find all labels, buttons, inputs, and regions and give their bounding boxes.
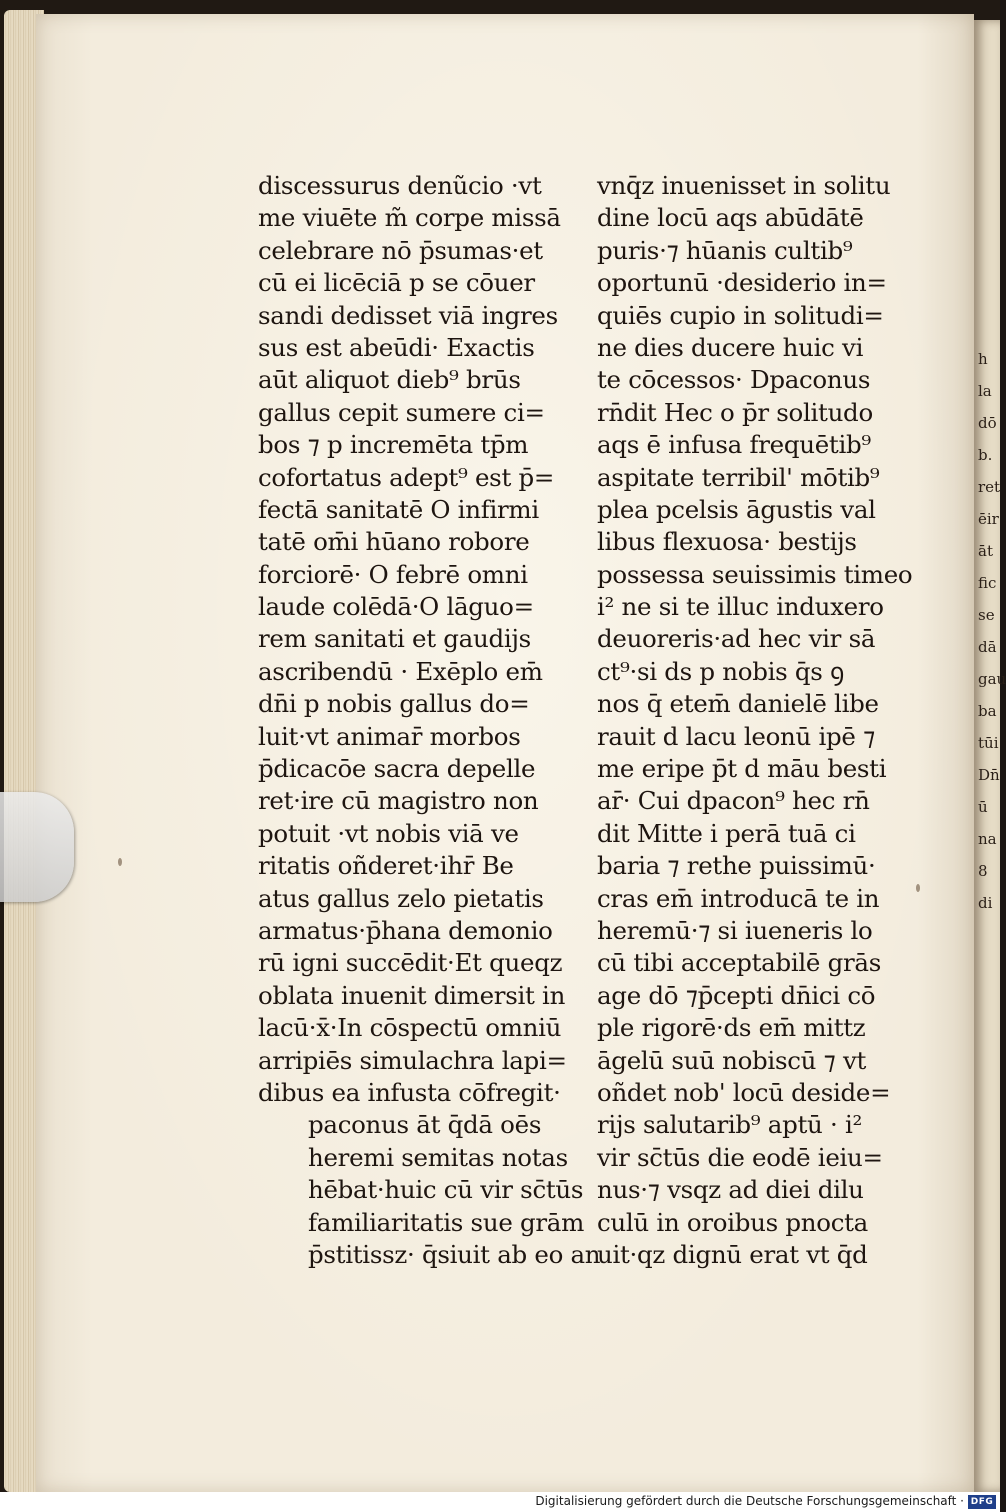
- adjacent-text-fragment: ū: [978, 798, 988, 816]
- text-line: age dō ⁊p̄cepti dn̄ici cō: [597, 980, 876, 1010]
- adjacent-text-fragment: āt: [978, 542, 993, 560]
- adjacent-text-fragment: na: [978, 830, 997, 848]
- text-line: gallus cepit sumere ci=: [258, 397, 545, 427]
- digitization-footer: [0, 1492, 1000, 1512]
- footer-credit-text: Digitalisierung gefördert durch die Deutsche Forschungsgemeinschaft ·: [535, 1494, 964, 1508]
- adjacent-text-fragment: ret: [978, 478, 1001, 496]
- adjacent-text-fragment: fic: [978, 574, 997, 592]
- adjacent-text-fragment: b.: [978, 446, 993, 464]
- text-line: atus gallus zelo pietatis: [258, 883, 544, 913]
- text-line: oñdet nob' locū deside=: [597, 1077, 891, 1107]
- text-line: cofortatus adept⁹ est p̄=: [258, 462, 555, 492]
- adjacent-text-fragment: ba: [978, 702, 997, 720]
- text-line: āgelū suū nobiscū ⁊ vt: [597, 1045, 867, 1075]
- text-line: ar̄· Cui dpacon⁹ hec rn̄: [597, 786, 870, 816]
- text-line: cū ei licēciā p se cōuer: [258, 268, 535, 298]
- text-line: quiēs cupio in solitudi=: [597, 300, 884, 330]
- adjacent-text-fragment: se: [978, 606, 995, 624]
- adjacent-text-fragment: dō: [978, 414, 997, 432]
- text-line: ne dies ducere huic vi: [597, 332, 864, 362]
- text-line: familiaritatis sue grām: [308, 1207, 585, 1237]
- text-line: sus est abeūdi· Exactis: [258, 332, 535, 362]
- text-line: nos q̄ etem̄ danielē libe: [597, 689, 879, 719]
- text-line: dit Mitte i perā tuā ci: [597, 818, 856, 848]
- text-line: hēbat·huic cū vir sc̄tūs: [308, 1175, 584, 1205]
- text-line: paconus āt q̄dā oēs: [308, 1110, 542, 1140]
- text-line: vir sc̄tūs die eodē ieiu=: [597, 1142, 883, 1172]
- text-line: forciorē· O febrē omni: [258, 559, 528, 589]
- adjacent-text-fragment: di: [978, 894, 993, 912]
- text-line: puris·⁊ hūanis cultib⁹: [597, 235, 853, 265]
- text-line: te cōcessos· Dpaconus: [597, 365, 871, 395]
- text-line: rū igni succēdit·Et queqz: [258, 948, 563, 978]
- text-line: luit·vt animar̄ morbos: [258, 721, 521, 751]
- adjacent-text-fragment: la: [978, 382, 992, 400]
- text-line: heremū·⁊ si iueneris lo: [597, 915, 873, 945]
- text-line: vnq̄z inuenisset in solitu: [597, 171, 891, 200]
- text-line: uit·qz dignū erat vt q̄d: [597, 1239, 868, 1269]
- text-line: aspitate terribil' mōtib⁹: [597, 462, 880, 492]
- text-line: ple rigorē·ds em̄ mittz: [597, 1013, 866, 1043]
- text-line: ct⁹·si ds p nobis q̄s ꝯ: [597, 656, 845, 686]
- text-column-left: [258, 170, 601, 1271]
- text-line: me viuēte m̃ corpe missā: [258, 203, 561, 233]
- adjacent-text-fragment: 8: [978, 862, 988, 880]
- adjacent-text-fragment: ēir: [978, 510, 999, 528]
- text-line: nus·⁊ vsqz ad diei dilu: [597, 1175, 864, 1205]
- text-line: celebrare nō p̄sumas·et: [258, 235, 543, 265]
- text-line: libus flexuosa· bestijs: [597, 527, 857, 557]
- text-line: rn̄dit Hec o p̄r solitudo: [597, 397, 873, 427]
- text-line: i² ne si te illuc induxero: [597, 592, 884, 622]
- text-line: potuit ·vt nobis viā ve: [258, 818, 519, 848]
- text-line: baria ⁊ rethe puissimū·: [597, 851, 876, 881]
- text-line: ascribendū · Exēplo em̄: [258, 656, 543, 686]
- text-line: lacū·x̄·In cōspectū omniū: [258, 1013, 562, 1043]
- text-line: ritatis oñderet·ihr̄ Be: [258, 851, 514, 881]
- text-line: p̄stitissz· q̄siuit ab eo an: [308, 1239, 601, 1269]
- text-line: aūt aliquot dieb⁹ brūs: [258, 365, 521, 395]
- text-line: dn̄i p nobis gallus do=: [258, 689, 530, 719]
- ink-speck: [916, 884, 920, 892]
- text-line: dibus ea infusta cōfregit·: [258, 1077, 561, 1107]
- text-line: sandi dedisset viā ingres: [258, 300, 558, 330]
- text-line: heremi semitas notas: [308, 1142, 568, 1172]
- adjacent-text-fragment: h: [978, 350, 988, 368]
- ink-speck: [118, 858, 122, 866]
- dfg-logo: DFG: [968, 1495, 996, 1509]
- text-line: me eripe p̄t d māu besti: [597, 754, 887, 784]
- adjacent-text-fragment: Dn̄: [978, 766, 1000, 784]
- text-column-right: [597, 170, 913, 1271]
- text-line: dine locū aqs abūdātē: [597, 203, 864, 233]
- text-line: cū tibi acceptabilē grās: [597, 948, 881, 978]
- text-line: rijs salutarib⁹ aptū · i²: [597, 1110, 863, 1140]
- text-line: culū in oroibus pnocta: [597, 1207, 868, 1237]
- text-line: rauit d lacu leonū ipē ⁊: [597, 721, 875, 751]
- text-line: p̄dicacōe sacra depelle: [258, 754, 536, 784]
- text-line: laude colēdā·O lāguo=: [258, 592, 534, 622]
- text-line: plea pcelsis āgustis val: [597, 494, 876, 524]
- text-line: oportunū ·desiderio in=: [597, 268, 887, 298]
- text-line: tatē om̄i hūano robore: [258, 527, 530, 557]
- page-clip: [0, 792, 74, 902]
- text-line: rem sanitati et gaudijs: [258, 624, 531, 654]
- text-line: arripiēs simulachra lapi=: [258, 1045, 567, 1075]
- text-line: bos ⁊ p incremēta tp̄m: [258, 430, 529, 460]
- text-line: cras em̄ introducā te in: [597, 883, 880, 913]
- text-line: fectā sanitatē O infirmi: [258, 494, 539, 524]
- text-line: possessa seuissimis timeo: [597, 559, 913, 589]
- adjacent-text-fragment: dā: [978, 638, 997, 656]
- adjacent-page-strip: [974, 20, 1006, 1492]
- text-line: armatus·p̄hana demonio: [258, 915, 553, 945]
- adjacent-text-fragment: gau: [978, 670, 1006, 688]
- text-line: deuoreris·ad hec vir sā: [597, 624, 876, 654]
- text-line: oblata inuenit dimersit in: [258, 980, 566, 1010]
- text-line: ret·ire cū magistro non: [258, 786, 539, 816]
- text-line: aqs ē infusa frequētib⁹: [597, 430, 871, 460]
- text-line: discessurus denũcio ·vt: [258, 171, 542, 200]
- adjacent-text-fragment: tūi: [978, 734, 999, 752]
